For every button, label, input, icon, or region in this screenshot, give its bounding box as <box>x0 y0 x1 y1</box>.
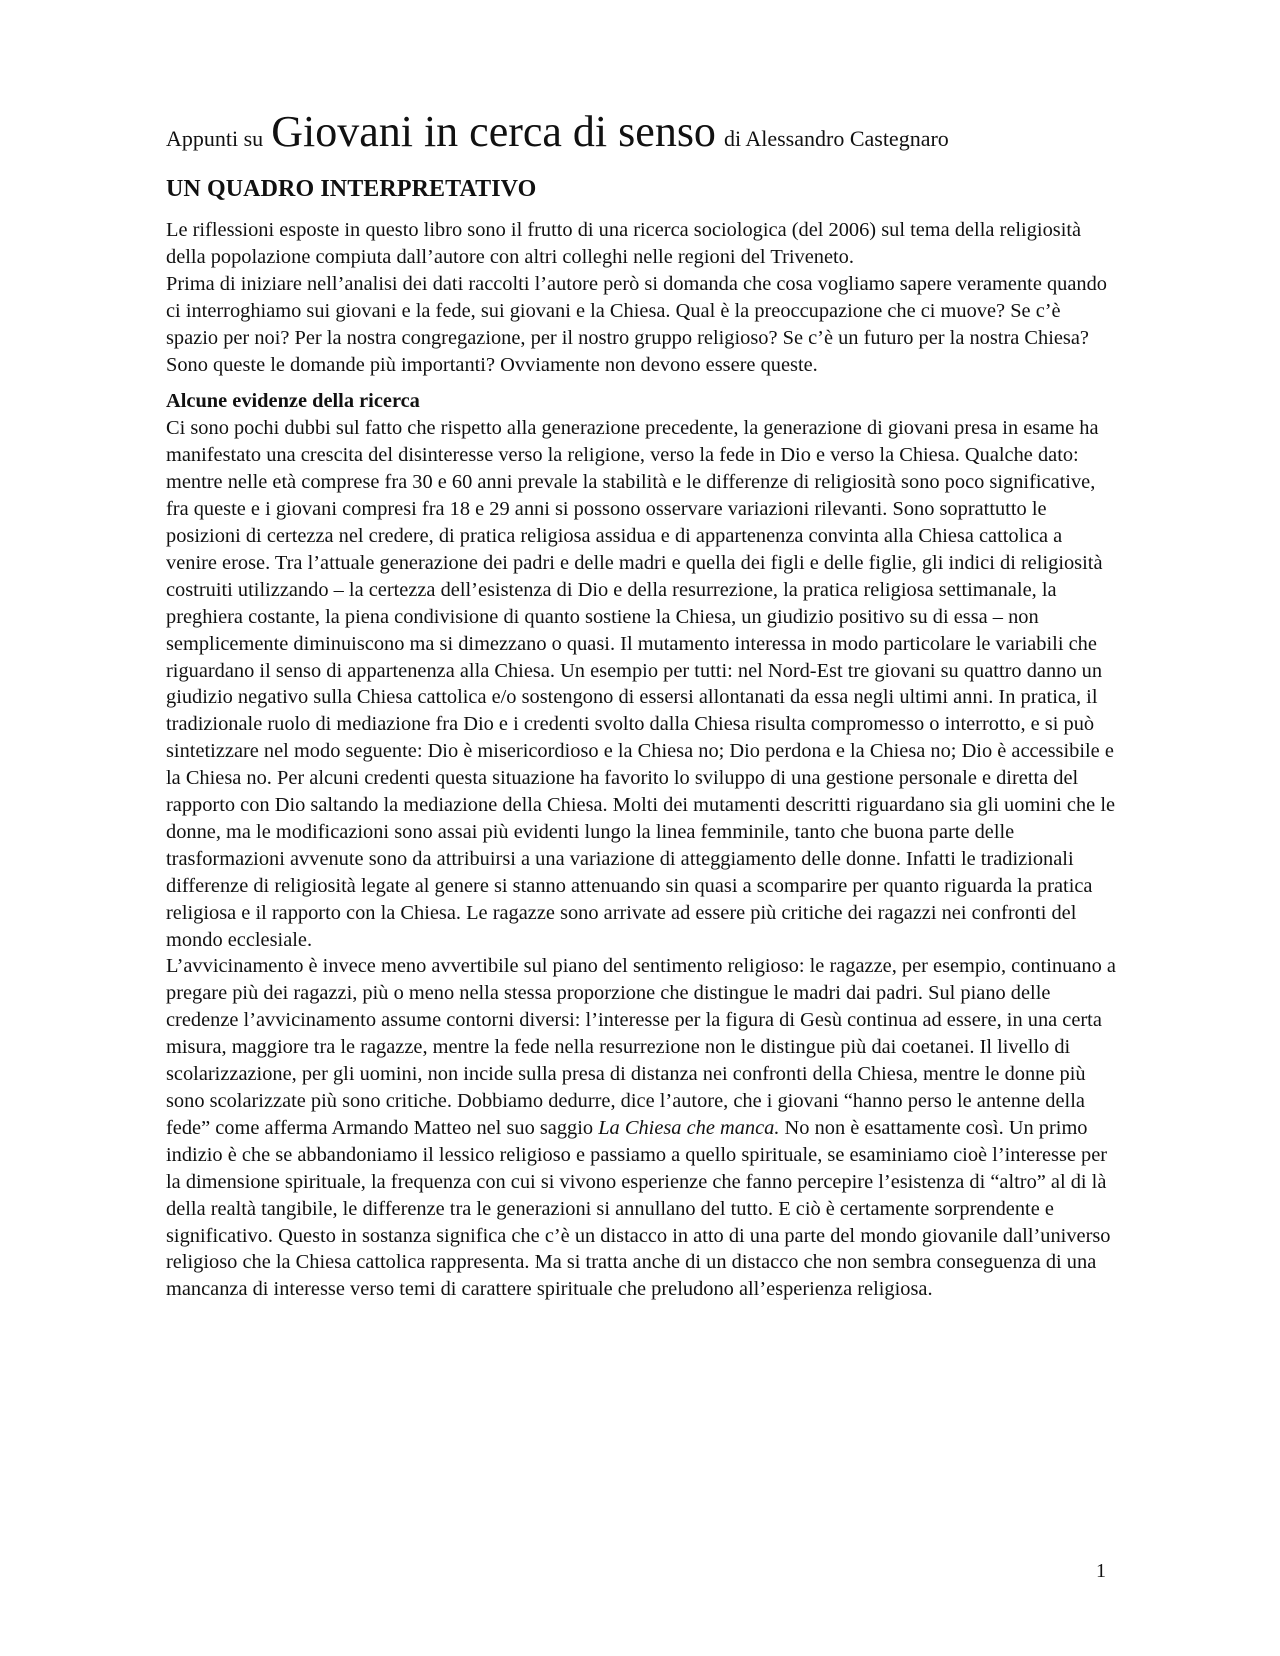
cited-book-title: La Chiesa che manca. <box>598 1116 780 1139</box>
evidence-paragraph-1: Ci sono pochi dubbi sul fatto che rispetto alla generazione precedente, la generazione di giovani presa in esame ha manifestato una crescita del disinteresse verso la religione, verso la fede in Dio e verso la Chiesa. Qualche dato: mentre nelle età comprese fra 30 e 60 anni prevale la stabilità e le differenze di religiosità sono poco significative, fra queste e i giovani compresi fra 18 e 29 anni si possono osservare variazioni rilevanti. Sono soprattutto le posizioni di certezza nel credere, di pratica religiosa assidua e di appartenenza convinta alla Chiesa cattolica a venire erose. Tra l’attuale generazione dei padri e delle madri e quella dei figli e delle figlie, gli indici di religiosità costruiti utilizzando – la certezza dell’esistenza di Dio e della resurrezione, la pratica religiosa settimanale, la preghiera costante, la piena condivisione di quanto sostiene la Chiesa, un giudizio positivo su di essa – non semplicemente diminuiscono ma si dimezzano o quasi. Il mutamento interessa in modo particolare le variabili che riguardano il senso di appartenenza alla Chiesa. Un esempio per tutti: nel Nord-Est tre giovani su quattro danno un giudizio negativo sulla Chiesa cattolica e/o sostengono di essersi allontanati da essa negli ultimi anni. In pratica, il tradizionale ruolo di mediazione fra Dio e i credenti svolto dalla Chiesa risulta compromesso o interrotto, e si può sintetizzare nel modo seguente: Dio è misericordioso e la Chiesa no; Dio perdona e la Chiesa no; Dio è accessibile e la Chiesa no. Per alcuni credenti questa situazione ha favorito lo sviluppo di una gestione personale e diretta del rapporto con Dio saltando la mediazione della Chiesa. Molti dei mutamenti descritti riguardano sia gli uomini che le donne, ma le modificazioni sono assai più evidenti lungo la linea femminile, tanto che buona parte delle trasformazioni avvenute sono da attribuirsi a una variazione di atteggiamento delle donne. Infatti le tradizionali differenze di religiosità legate al genere si stanno attenuando sin quasi a scomparire per quanto riguarda la pratica religiosa e il rapporto con la Chiesa. Le ragazze sono arrivate ad essere più critiche dei ragazzi nei confronti del mondo ecclesiale. <box>166 417 1116 951</box>
intro-paragraph-2: Prima di iniziare nell’analisi dei dati raccolti l’autore però si domanda che cosa vogliamo sapere veramente quando ci interroghiamo sui giovani e la fede, sui giovani e la Chiesa. Qual è la preoccupazione che ci muove? Se c’è spazio per noi? Per la nostra congregazione, per il nostro gruppo religioso? Se c’è un futuro per la nostra Chiesa? Sono queste le domande più importanti? Ovviamente non devono essere queste. <box>166 272 1108 376</box>
intro-paragraph-1: Le riflessioni esposte in questo libro sono il frutto di una ricerca sociologica (del 2006) sul tema della religiosità della popolazione compiuta dall’autore con altri colleghi nelle regioni del Triveneto. <box>166 219 1082 268</box>
evidence-heading: Alcune evidenze della ricerca <box>166 390 420 413</box>
intro-section <box>166 217 1116 378</box>
title-prefix: Appunti su <box>166 126 264 151</box>
document-title <box>166 107 1116 156</box>
evidence-paragraph-2-end: No non è esattamente così. Un primo indizio è che se abbandoniamo il lessico religioso e passiamo a quello spirituale, se esaminiamo cioè l’interesse per la dimensione spirituale, la frequenza con cui si vivono esperienze che fanno percepire l’esistenza di “altro” al di là della realtà tangibile, le differenze tra le generazioni si annullano del tutto. E ciò è certamente sorprendente e significativo. Questo in sostanza significa che c’è un distacco in atto di una parte del mondo giovanile dall’universo religioso che la Chiesa cattolica rappresenta. Ma si tratta anche di un distacco che non sembra conseguenza di una mancanza di interesse verso temi di carattere spirituale che preludono all’esperienza religiosa. <box>166 1116 1111 1301</box>
evidence-paragraph-2-start: L’avvicinamento è invece meno avvertibile sul piano del sentimento religioso: le ragazze, per esempio, continuano a pregare più dei ragazzi, più o meno nella stessa proporzione che distingue le madri dai padri. Sul piano delle credenze l’avvicinamento assume contorni diversi: l’interesse per la figura di Gesù continua ad essere, in una certa misura, maggiore tra le ragazze, mentre la fede nella resurrezione non le distingue più dai coetanei. Il livello di scolarizzazione, per gli uomini, non incide sulla presa di distanza nei confronti della Chiesa, mentre le donne più sono scolarizzate più sono critiche. Dobbiamo dedurre, dice l’autore, che i giovani “hanno perso le antenne della fede” come afferma Armando Matteo nel suo saggio <box>166 955 1116 1139</box>
book-title: Giovani in cerca di senso <box>271 107 716 156</box>
evidence-paragraph-2 <box>166 953 1116 1303</box>
section-heading: UN QUADRO INTERPRETATIVO <box>166 176 537 202</box>
page-number: 1 <box>1096 1560 1106 1582</box>
title-author: di Alessandro Castegnaro <box>723 126 949 151</box>
evidence-section <box>166 388 1116 1303</box>
document-page <box>166 107 1116 1313</box>
